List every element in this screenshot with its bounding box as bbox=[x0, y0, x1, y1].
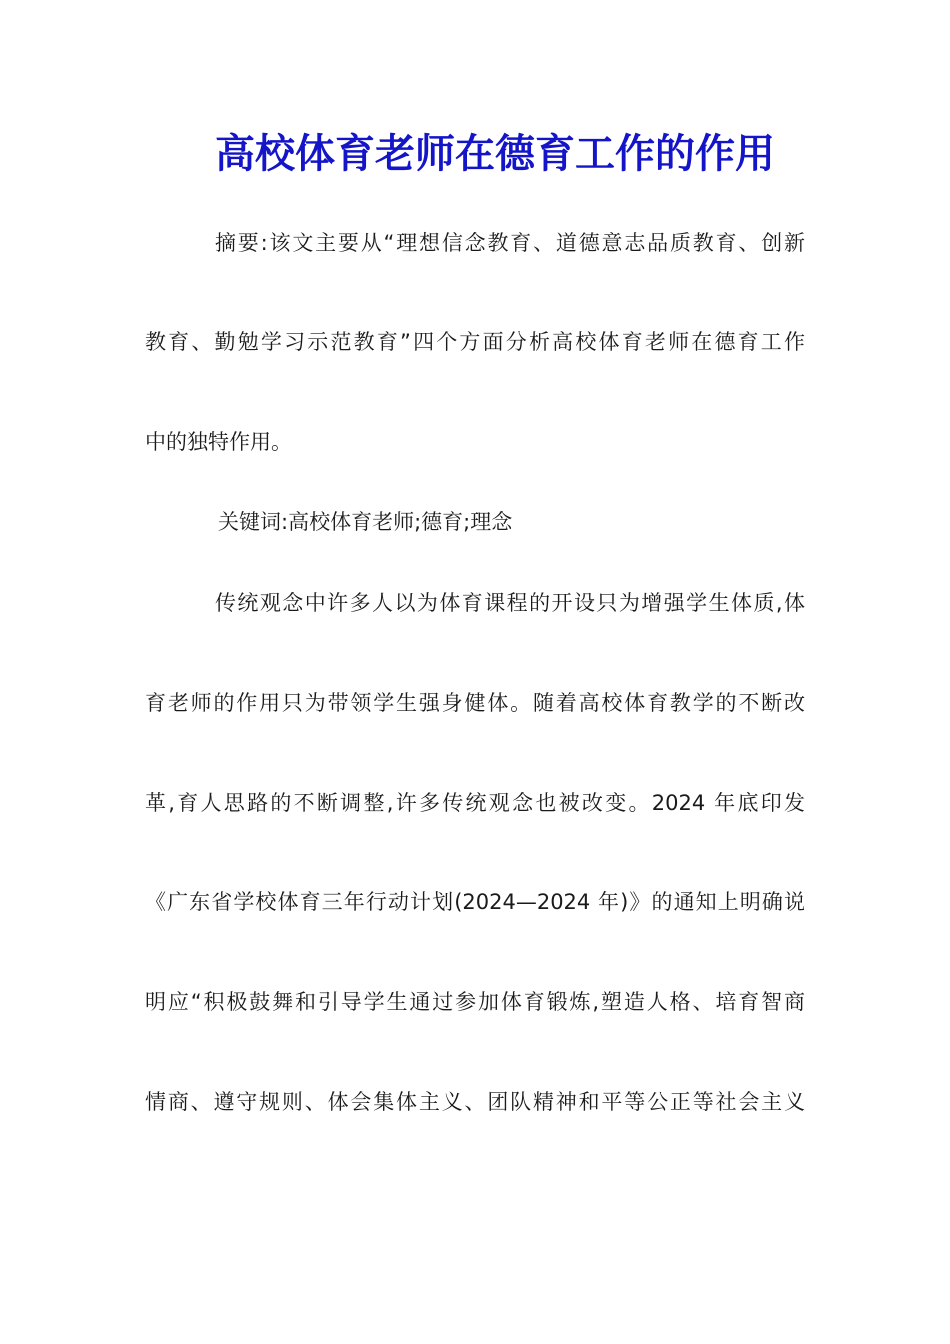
paragraph-line: 革,育人思路的不断调整,许多传统观念也被改变。2024 年底印发 bbox=[145, 791, 805, 815]
paragraph-line: 明应“积极鼓舞和引导学生通过参加体育锻炼,塑造人格、培育智商 bbox=[145, 990, 805, 1014]
paragraph-line: 《广东省学校体育三年行动计划(2024—2024 年)》的通知上明确说 bbox=[145, 890, 805, 914]
paragraph-line: 情商、遵守规则、体会集体主义、团队精神和平等公正等社会主义 bbox=[145, 1090, 805, 1114]
paragraph-line: 摘要:该文主要从“理想信念教育、道德意志品质教育、创新 bbox=[215, 231, 805, 255]
paragraph-line: 教育、勤勉学习示范教育”四个方面分析高校体育老师在德育工作 bbox=[145, 330, 805, 354]
paragraph-line: 中的独特作用。 bbox=[145, 430, 292, 454]
paragraph-line: 育老师的作用只为带领学生强身健体。随着高校体育教学的不断改 bbox=[145, 691, 805, 715]
keywords-line: 关键词:高校体育老师;德育;理念 bbox=[218, 510, 513, 534]
paragraph-line: 传统观念中许多人以为体育课程的开设只为增强学生体质,体 bbox=[215, 591, 805, 615]
document-title: 高校体育老师在德育工作的作用 bbox=[215, 130, 775, 177]
